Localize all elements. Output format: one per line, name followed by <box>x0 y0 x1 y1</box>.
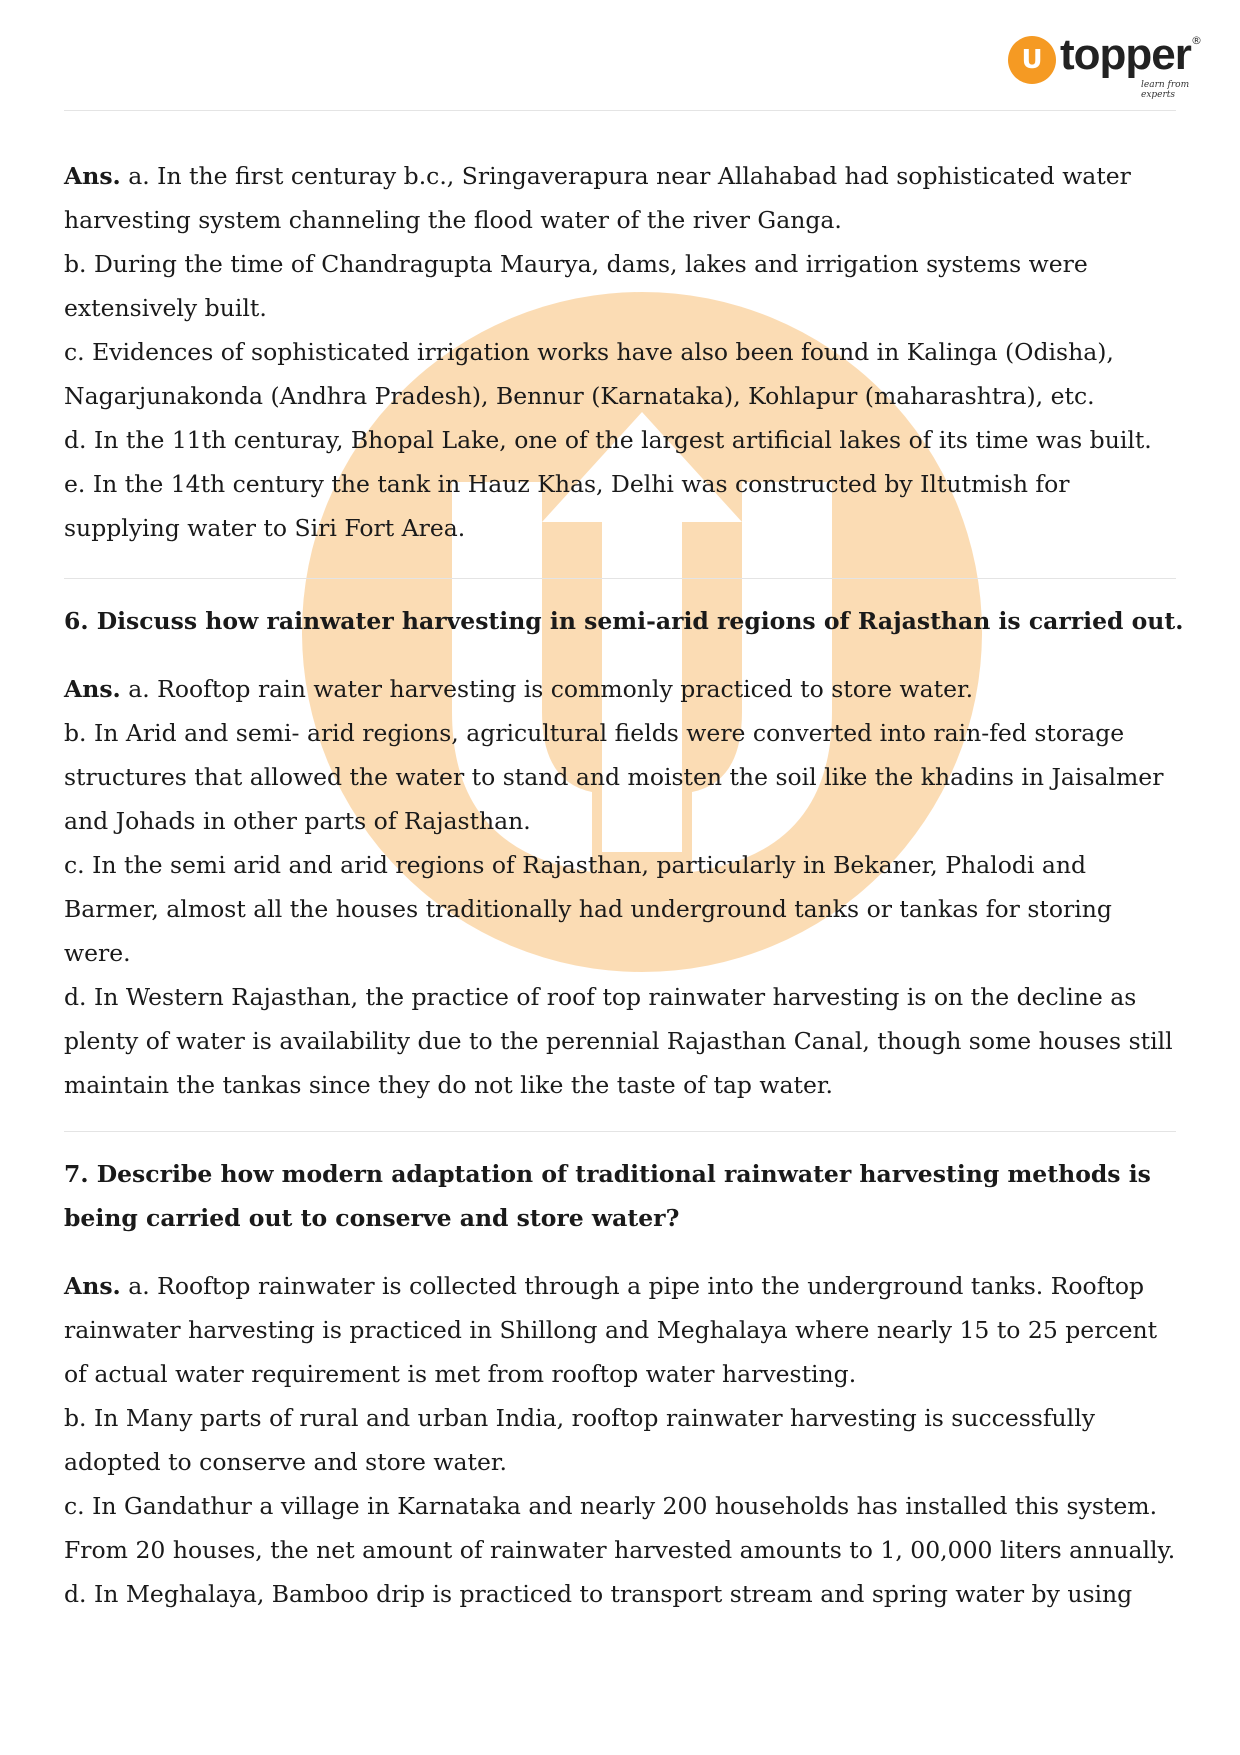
answer-5-d: d. In the 11th centuray, Bhopal Lake, one of the largest artificial lakes of its time was built. <box>64 426 1152 454</box>
answer-label: Ans. <box>64 1272 121 1300</box>
answer-5 <box>64 154 1184 550</box>
page-content <box>64 154 1184 1616</box>
answer-5-c: c. Evidences of sophisticated irrigation works have also been found in Kalinga (Odisha), Nagarjunakonda (Andhra Pradesh), Bennur (Karnataka), Kohlapur (maharashtra), etc. <box>64 338 1114 410</box>
answer-7-b: b. In Many parts of rural and urban India, rooftop rainwater harvesting is successfully adopted to conserve and store water. <box>64 1404 1095 1476</box>
question-7: 7. Describe how modern adaptation of traditional rainwater harvesting methods is being carried out to conserve and store water? <box>64 1160 1151 1232</box>
answer-6-d: d. In Western Rajasthan, the practice of roof top rainwater harvesting is on the decline as plenty of water is availability due to the perennial Rajasthan Canal, though some houses still maintain the tankas since they do not like the taste of tap water. <box>64 983 1173 1099</box>
answer-6-b: b. In Arid and semi- arid regions, agricultural fields were converted into rain-fed storage structures that allowed the water to stand and moisten the soil like the khadins in Jaisalmer and Johads in other parts of Rajasthan. <box>64 719 1164 835</box>
answer-7-d: d. In Meghalaya, Bamboo drip is practiced to transport stream and spring water by using <box>64 1580 1133 1608</box>
answer-7-a: Ans. a. Rooftop rainwater is collected through a pipe into the underground tanks. Rooftop rainwater harvesting is practiced in Shillong and Meghalaya where nearly 15 to 25 percent of actual water requirement is met from rooftop water harvesting. <box>64 1272 1158 1388</box>
topper-logo[interactable] <box>1008 30 1208 100</box>
answer-5-b: b. During the time of Chandragupta Maurya, dams, lakes and irrigation systems were extensively built. <box>64 250 1088 322</box>
logo-tagline: learn from experts <box>1141 80 1190 100</box>
answer-5-e: e. In the 14th century the tank in Hauz Khas, Delhi was constructed by Iltutmish for supplying water to Siri Fort Area. <box>64 470 1070 542</box>
answer-7-c: c. In Gandathur a village in Karnataka and nearly 200 households has installed this system. From 20 houses, the net amount of rainwater harvested amounts to 1, 00,000 liters annually. <box>64 1492 1176 1564</box>
answer-6-c: c. In the semi arid and arid regions of Rajasthan, particularly in Bekaner, Phalodi and Barmer, almost all the houses traditionally had underground tanks or tankas for storing were. <box>64 851 1112 967</box>
answer-6-a: Ans. a. Rooftop rain water harvesting is commonly practiced to store water. <box>64 675 974 703</box>
page-header <box>0 0 1240 110</box>
answer-7 <box>64 1264 1184 1616</box>
logo-wordmark: topper <box>1060 30 1191 79</box>
answer-label: Ans. <box>64 675 121 703</box>
answer-6 <box>64 667 1184 1107</box>
answer-label: Ans. <box>64 162 121 190</box>
registered-mark: ® <box>1191 34 1202 47</box>
header-divider <box>64 110 1176 111</box>
answer-5-a: Ans. a. In the first centuray b.c., Sringaverapura near Allahabad had sophisticated water harvesting system channeling the flood water of the river Ganga. <box>64 162 1131 234</box>
question-6: 6. Discuss how rainwater harvesting in semi-arid regions of Rajasthan is carried out. <box>64 607 1184 635</box>
logo-mark-icon: U <box>1008 36 1056 84</box>
